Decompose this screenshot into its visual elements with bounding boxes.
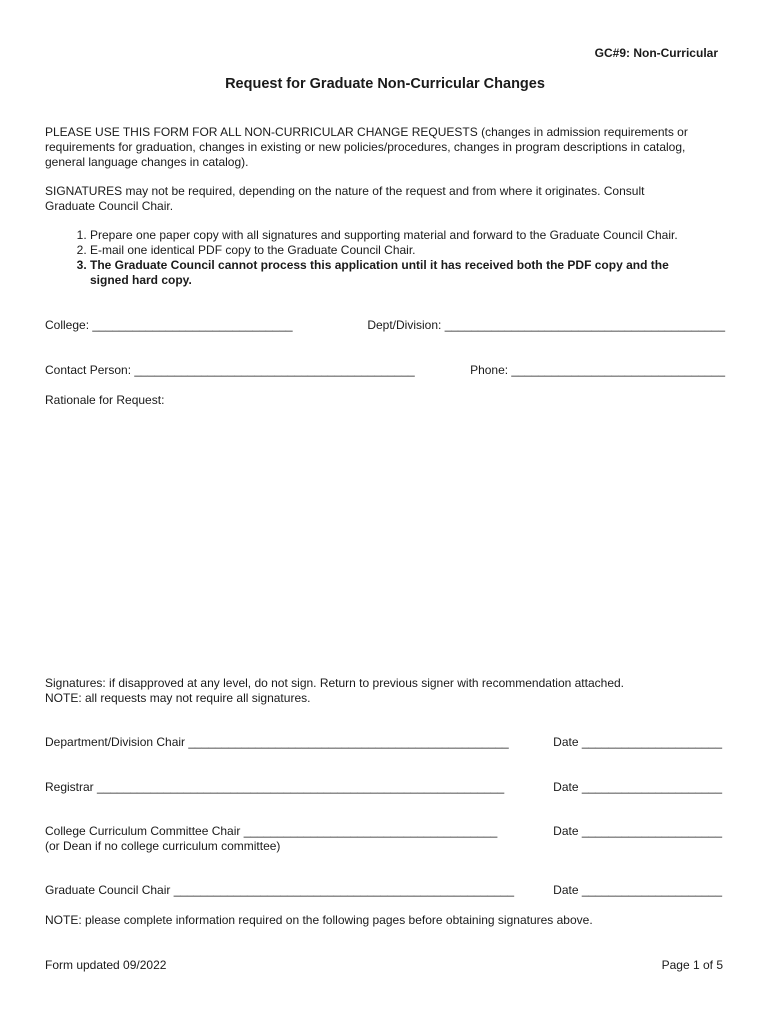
registrar-signature-field[interactable]: Registrar _____________________________________________________________ xyxy=(45,780,505,794)
rationale-field[interactable] xyxy=(45,410,725,670)
page-number: Page 1 of 5 xyxy=(661,958,723,972)
college-field[interactable]: College: ______________________________ xyxy=(45,318,293,332)
intro-paragraph: PLEASE USE THIS FORM FOR ALL NON-CURRICULAR CHANGE REQUESTS (changes in admission requirements or requirements for graduation, changes in existing or new policies/procedures, changes in program descriptions in catalog, general language changes in catalog). xyxy=(45,125,688,169)
department-chair-signature-field[interactable]: Department/Division Chair ________________________________________________ xyxy=(45,735,509,749)
curriculum-chair-note: (or Dean if no college curriculum committee) xyxy=(45,839,281,853)
signature-line-curriculum-chair xyxy=(45,824,722,839)
graduate-council-chair-date-field[interactable]: Date _____________________ xyxy=(553,883,722,897)
dept-division-field[interactable]: Dept/Division: __________________________________________ xyxy=(367,318,725,332)
instruction-item: 3. The Graduate Council cannot process this application until it has received both the PDF copy and the signed hard copy. xyxy=(90,258,750,288)
form-updated-date: Form updated 09/2022 xyxy=(45,958,167,972)
contact-person-field[interactable]: Contact Person: __________________________________________ xyxy=(45,363,415,377)
final-note: NOTE: please complete information required on the following pages before obtaining signatures above. xyxy=(45,913,593,927)
registrar-date-field[interactable]: Date _____________________ xyxy=(553,780,722,794)
college-dept-row xyxy=(45,318,725,333)
instructions-list xyxy=(45,228,750,288)
signature-line-registrar xyxy=(45,780,722,795)
signature-line-department-chair xyxy=(45,735,722,750)
curriculum-chair-date-field[interactable]: Date _____________________ xyxy=(553,824,722,838)
graduate-council-chair-signature-field[interactable]: Graduate Council Chair ___________________________________________________ xyxy=(45,883,515,897)
instruction-item: 2. E-mail one identical PDF copy to the Graduate Council Chair. xyxy=(90,243,750,258)
signature-line-graduate-council-chair xyxy=(45,883,722,898)
signatures-instructions: Signatures: if disapproved at any level, do not sign. Return to previous signer with recommendation attached. NOTE: all requests may not require all signatures. xyxy=(45,676,624,705)
page-title: Request for Graduate Non-Curricular Changes xyxy=(225,76,545,92)
instruction-item: 1. Prepare one paper copy with all signatures and supporting material and forward to the Graduate Council Chair. xyxy=(90,228,750,243)
rationale-label: Rationale for Request: xyxy=(45,393,165,407)
signatures-requirement-paragraph: SIGNATURES may not be required, depending on the nature of the request and from where it originates. Consult Graduate Council Chair. xyxy=(45,184,645,213)
contact-phone-row xyxy=(45,363,725,378)
phone-field[interactable]: Phone: ________________________________ xyxy=(470,363,725,377)
form-code: GC#9: Non-Curricular xyxy=(594,46,718,60)
department-chair-date-field[interactable]: Date _____________________ xyxy=(553,735,722,749)
curriculum-chair-signature-field[interactable]: College Curriculum Committee Chair ______________________________________ xyxy=(45,824,498,838)
